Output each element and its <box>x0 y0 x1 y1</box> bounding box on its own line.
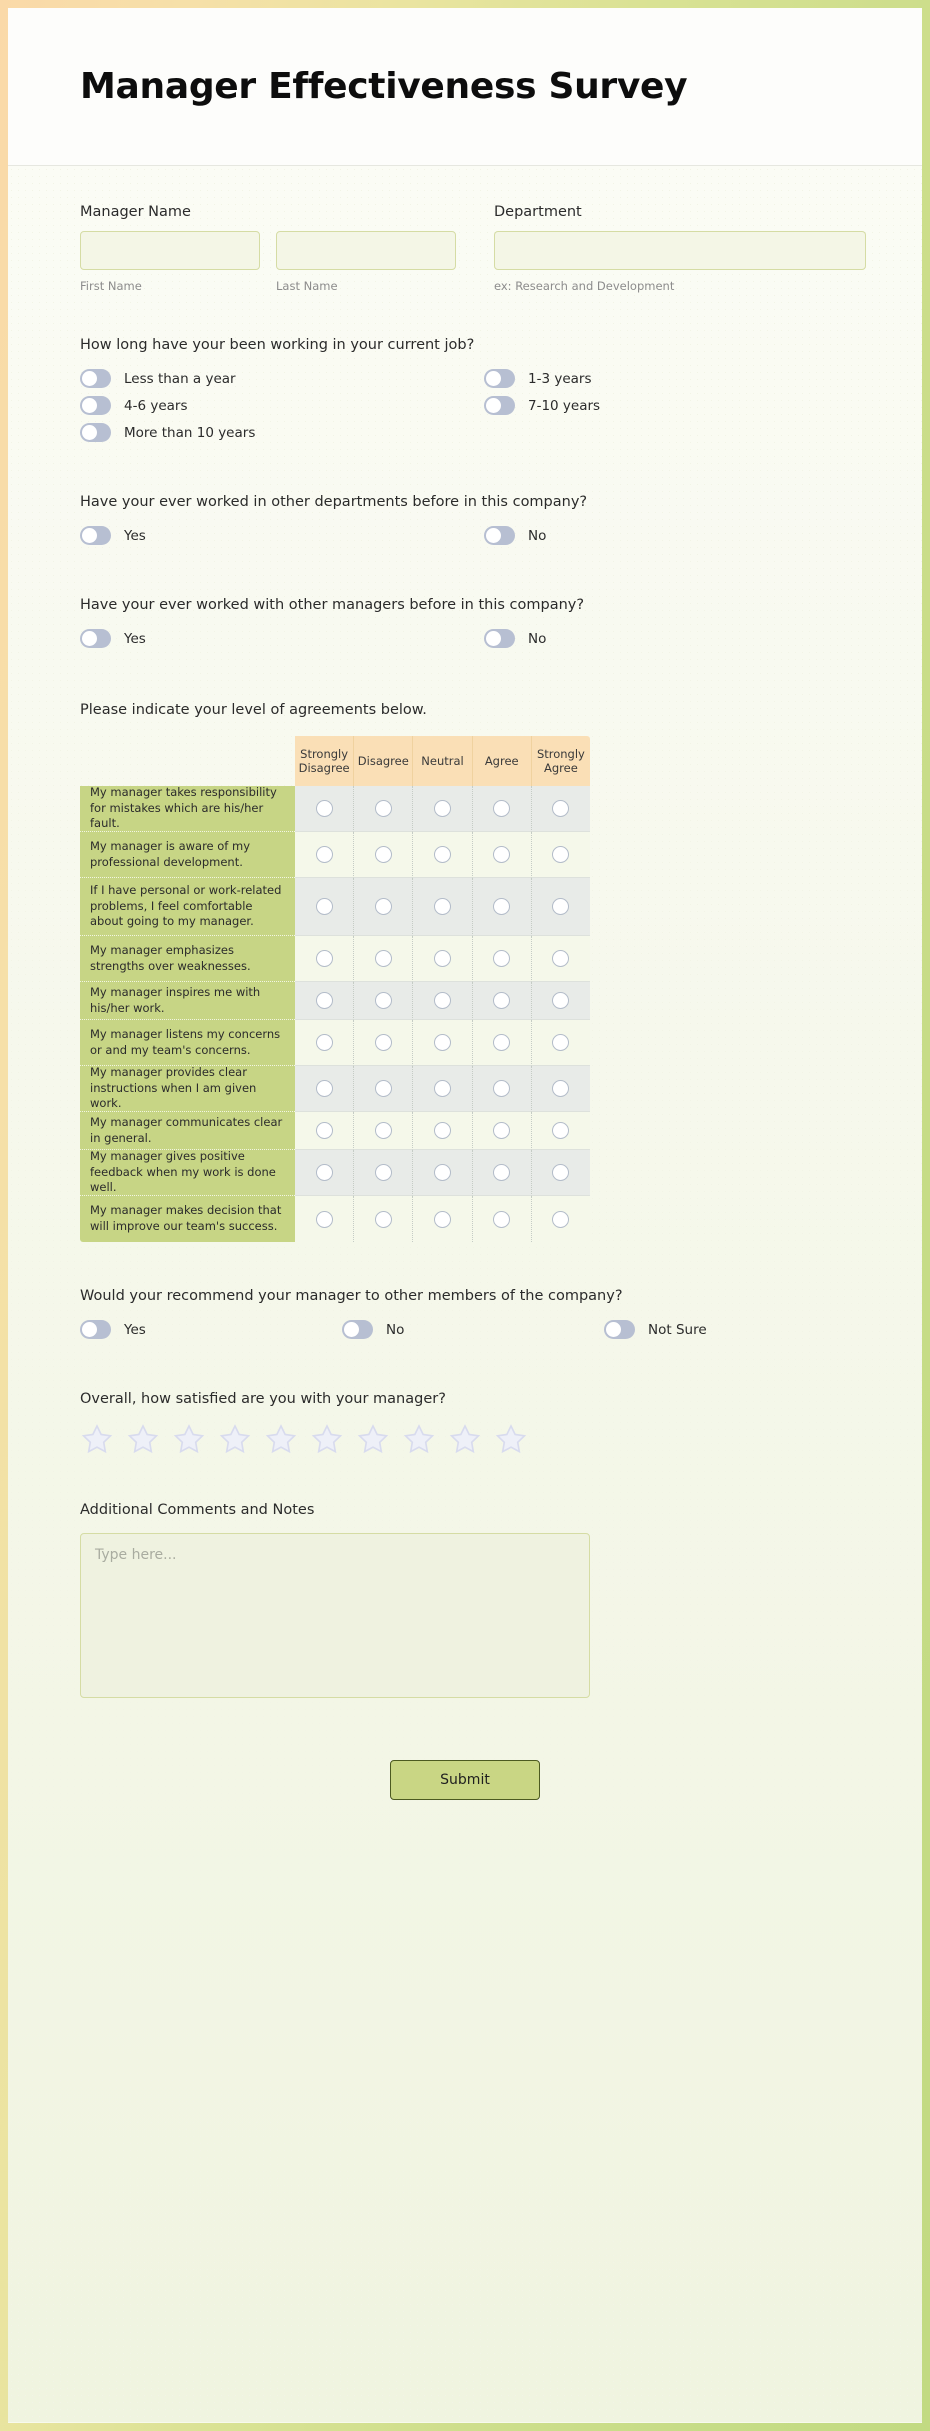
matrix-cell-5-1[interactable] <box>354 1020 413 1066</box>
matrix-row-4 <box>295 982 590 1020</box>
matrix-row-9 <box>295 1196 590 1242</box>
toggle-icon[interactable] <box>80 423 111 442</box>
question-tenure-options <box>80 369 850 450</box>
matrix-row-0 <box>295 786 590 832</box>
radio-button[interactable] <box>493 1164 510 1181</box>
matrix-cell-0-1[interactable] <box>354 786 413 832</box>
radio-button[interactable] <box>316 1211 333 1228</box>
matrix-columns <box>295 736 590 1242</box>
radio-button[interactable] <box>375 950 392 967</box>
matrix-cell-7-2[interactable] <box>413 1112 472 1150</box>
radio-button[interactable] <box>316 1034 333 1051</box>
radio-button[interactable] <box>375 846 392 863</box>
matrix-cell-4-2[interactable] <box>413 982 472 1020</box>
toggle-icon[interactable] <box>342 1320 373 1339</box>
matrix-header-cell-1: Disagree <box>354 736 413 786</box>
matrix-row-3 <box>295 936 590 982</box>
comments-textarea[interactable] <box>80 1533 590 1698</box>
matrix-row-8 <box>295 1150 590 1196</box>
radio-button[interactable] <box>316 1080 333 1097</box>
radio-button[interactable] <box>552 1122 569 1139</box>
radio-button[interactable] <box>434 898 451 915</box>
radio-button[interactable] <box>375 898 392 915</box>
tenure-option-1-label: 1-3 years <box>528 370 592 387</box>
radio-button[interactable] <box>375 1164 392 1181</box>
tenure-option-3-label: 7-10 years <box>528 397 601 414</box>
matrix-row-label-0: My manager takes responsibility for mistakes which are his/her fault. <box>80 786 295 832</box>
matrix-header-cell-3: Agree <box>473 736 532 786</box>
manager-name-group <box>80 204 456 293</box>
tenure-option-0[interactable] <box>80 369 484 388</box>
matrix-cell-9-2[interactable] <box>413 1196 472 1242</box>
matrix-cell-8-2[interactable] <box>413 1150 472 1196</box>
matrix-cell-7-0[interactable] <box>295 1112 354 1150</box>
radio-button[interactable] <box>493 992 510 1009</box>
matrix-header-cell-0: Strongly Disagree <box>295 736 354 786</box>
matrix-cell-2-2[interactable] <box>413 878 472 936</box>
submit-row <box>80 1760 850 1800</box>
question-other-managers-options <box>80 629 850 656</box>
matrix-cell-0-2[interactable] <box>413 786 472 832</box>
radio-button[interactable] <box>552 1080 569 1097</box>
agreement-matrix-prompt: Please indicate your level of agreements below. <box>80 702 427 718</box>
matrix-cell-3-0[interactable] <box>295 936 354 982</box>
matrix-cell-2-1[interactable] <box>354 878 413 936</box>
recommend-yes-label: Yes <box>124 1321 146 1338</box>
matrix-row-label-9: My manager makes decision that will improve our team's success. <box>80 1196 295 1242</box>
radio-button[interactable] <box>493 800 510 817</box>
radio-button[interactable] <box>493 1080 510 1097</box>
tenure-option-2-label: 4-6 years <box>124 397 188 414</box>
question-other-managers-text: Have your ever worked with other managers before in this company? <box>80 597 585 613</box>
toggle-icon[interactable] <box>80 1320 111 1339</box>
matrix-row-1 <box>295 832 590 878</box>
page-title: Manager Effectiveness Survey <box>80 66 688 107</box>
tenure-option-1[interactable] <box>484 369 850 388</box>
radio-button[interactable] <box>493 1034 510 1051</box>
radio-button[interactable] <box>434 800 451 817</box>
matrix-row-label-1: My manager is aware of my professional development. <box>80 832 295 878</box>
matrix-cell-4-3[interactable] <box>473 982 532 1020</box>
question-other-departments-text: Have your ever worked in other departments before in this company? <box>80 494 588 510</box>
matrix-cell-0-4[interactable] <box>532 786 590 832</box>
star-icon-10[interactable] <box>494 1423 528 1456</box>
question-recommend-text: Would your recommend your manager to other members of the company? <box>80 1288 623 1304</box>
toggle-icon[interactable] <box>484 396 515 415</box>
other-managers-option-yes[interactable] <box>80 629 484 648</box>
matrix-cell-4-0[interactable] <box>295 982 354 1020</box>
other-departments-option-yes[interactable] <box>80 526 484 545</box>
recommend-no-label: No <box>386 1321 405 1338</box>
matrix-cell-9-3[interactable] <box>473 1196 532 1242</box>
other-managers-option-no[interactable] <box>484 629 850 648</box>
matrix-header-cell-2: Neutral <box>413 736 472 786</box>
matrix-cell-3-1[interactable] <box>354 936 413 982</box>
matrix-cell-0-0[interactable] <box>295 786 354 832</box>
star-icon-5[interactable] <box>264 1423 298 1456</box>
question-satisfaction-text: Overall, how satisfied are you with your manager? <box>80 1391 446 1407</box>
radio-button[interactable] <box>375 1122 392 1139</box>
radio-button[interactable] <box>493 1122 510 1139</box>
matrix-corner-spacer <box>80 736 295 786</box>
comments-section <box>80 1502 850 1702</box>
department-group <box>494 204 866 293</box>
question-satisfaction <box>80 1391 850 1456</box>
matrix-header-row <box>295 736 590 786</box>
matrix-cell-6-0[interactable] <box>295 1066 354 1112</box>
radio-button[interactable] <box>552 1034 569 1051</box>
agreement-matrix-section <box>80 702 850 1242</box>
star-icon-3[interactable] <box>172 1423 206 1456</box>
radio-button[interactable] <box>434 992 451 1009</box>
question-tenure <box>80 337 850 450</box>
radio-button[interactable] <box>493 950 510 967</box>
toggle-icon[interactable] <box>484 526 515 545</box>
matrix-row-label-8: My manager gives positive feedback when my work is done well. <box>80 1150 295 1196</box>
matrix-cell-2-3[interactable] <box>473 878 532 936</box>
radio-button[interactable] <box>434 1122 451 1139</box>
radio-button[interactable] <box>434 1034 451 1051</box>
toggle-icon[interactable] <box>80 396 111 415</box>
radio-button[interactable] <box>493 846 510 863</box>
matrix-row-6 <box>295 1066 590 1112</box>
matrix-cell-0-3[interactable] <box>473 786 532 832</box>
recommend-option-not-sure[interactable] <box>604 1320 850 1339</box>
matrix-cell-7-1[interactable] <box>354 1112 413 1150</box>
matrix-cell-8-1[interactable] <box>354 1150 413 1196</box>
radio-button[interactable] <box>375 1034 392 1051</box>
first-name-input[interactable] <box>80 231 260 270</box>
tenure-option-4[interactable] <box>80 423 484 442</box>
radio-button[interactable] <box>434 1211 451 1228</box>
question-tenure-text: How long have your been working in your current job? <box>80 337 475 353</box>
radio-button[interactable] <box>552 898 569 915</box>
question-other-managers <box>80 597 850 656</box>
matrix-row-label-7: My manager communicates clear in general. <box>80 1112 295 1150</box>
matrix-row-label-6: My manager provides clear instructions when I am given work. <box>80 1066 295 1112</box>
matrix-cell-4-4[interactable] <box>532 982 590 1020</box>
last-name-input[interactable] <box>276 231 456 270</box>
matrix-cell-2-4[interactable] <box>532 878 590 936</box>
recommend-option-no[interactable] <box>342 1320 604 1339</box>
matrix-header-cell-4: Strongly Agree <box>532 736 590 786</box>
question-other-departments <box>80 494 850 553</box>
radio-button[interactable] <box>434 1080 451 1097</box>
matrix-cell-8-0[interactable] <box>295 1150 354 1196</box>
radio-button[interactable] <box>375 1080 392 1097</box>
matrix-cell-6-1[interactable] <box>354 1066 413 1112</box>
matrix-cell-7-3[interactable] <box>473 1112 532 1150</box>
matrix-row-5 <box>295 1020 590 1066</box>
matrix-cell-6-2[interactable] <box>413 1066 472 1112</box>
comments-label: Additional Comments and Notes <box>80 1502 315 1518</box>
radio-button[interactable] <box>493 1211 510 1228</box>
toggle-icon[interactable] <box>80 629 111 648</box>
submit-button[interactable]: Submit <box>390 1760 540 1800</box>
matrix-cell-9-0[interactable] <box>295 1196 354 1242</box>
matrix-cell-6-3[interactable] <box>473 1066 532 1112</box>
radio-button[interactable] <box>375 1211 392 1228</box>
matrix-cell-5-3[interactable] <box>473 1020 532 1066</box>
radio-button[interactable] <box>552 800 569 817</box>
agreement-matrix <box>80 736 590 1242</box>
matrix-cell-5-2[interactable] <box>413 1020 472 1066</box>
radio-button[interactable] <box>316 992 333 1009</box>
last-name-hint: Last Name <box>276 279 338 293</box>
matrix-row-label-2: If I have personal or work-related problems, I feel comfortable about going to my manager. <box>80 878 295 936</box>
other-departments-option-no[interactable] <box>484 526 850 545</box>
matrix-cell-3-4[interactable] <box>532 936 590 982</box>
radio-button[interactable] <box>375 800 392 817</box>
radio-button[interactable] <box>316 1122 333 1139</box>
question-recommend-options <box>80 1320 850 1347</box>
matrix-cell-1-4[interactable] <box>532 832 590 878</box>
matrix-cell-7-4[interactable] <box>532 1112 590 1150</box>
other-departments-yes-label: Yes <box>124 527 146 544</box>
radio-button[interactable] <box>552 992 569 1009</box>
matrix-cell-6-4[interactable] <box>532 1066 590 1112</box>
radio-button[interactable] <box>316 846 333 863</box>
radio-button[interactable] <box>552 950 569 967</box>
radio-button[interactable] <box>434 1164 451 1181</box>
matrix-cell-4-1[interactable] <box>354 982 413 1020</box>
tenure-option-2[interactable] <box>80 396 484 415</box>
star-rating[interactable] <box>80 1423 850 1456</box>
identity-section <box>80 166 850 293</box>
matrix-cell-3-3[interactable] <box>473 936 532 982</box>
matrix-cell-1-0[interactable] <box>295 832 354 878</box>
other-departments-no-label: No <box>528 527 547 544</box>
recommend-option-yes[interactable] <box>80 1320 342 1339</box>
matrix-cell-2-0[interactable] <box>295 878 354 936</box>
matrix-row-label-4: My manager inspires me with his/her work. <box>80 982 295 1020</box>
toggle-icon[interactable] <box>80 526 111 545</box>
matrix-row-label-5: My manager listens my concerns or and my team's concerns. <box>80 1020 295 1066</box>
radio-button[interactable] <box>434 846 451 863</box>
survey-page <box>8 8 922 2423</box>
tenure-option-0-label: Less than a year <box>124 370 236 387</box>
first-name-hint: First Name <box>80 279 142 293</box>
department-hint: ex: Research and Development <box>494 279 675 293</box>
toggle-icon[interactable] <box>484 369 515 388</box>
radio-button[interactable] <box>316 950 333 967</box>
star-icon-4[interactable] <box>218 1423 252 1456</box>
matrix-cell-8-3[interactable] <box>473 1150 532 1196</box>
tenure-option-3[interactable] <box>484 396 850 415</box>
star-icon-2[interactable] <box>126 1423 160 1456</box>
toggle-icon[interactable] <box>484 629 515 648</box>
matrix-cell-8-4[interactable] <box>532 1150 590 1196</box>
toggle-icon[interactable] <box>80 369 111 388</box>
tenure-option-4-label: More than 10 years <box>124 424 256 441</box>
radio-button[interactable] <box>316 1164 333 1181</box>
star-icon-1[interactable] <box>80 1423 114 1456</box>
manager-name-label: Manager Name <box>80 204 191 220</box>
recommend-not-sure-label: Not Sure <box>648 1321 707 1338</box>
matrix-cell-1-3[interactable] <box>473 832 532 878</box>
other-managers-no-label: No <box>528 630 547 647</box>
matrix-cell-1-1[interactable] <box>354 832 413 878</box>
form-body <box>8 166 922 2422</box>
matrix-row-7 <box>295 1112 590 1150</box>
matrix-cell-1-2[interactable] <box>413 832 472 878</box>
star-icon-8[interactable] <box>402 1423 436 1456</box>
radio-button[interactable] <box>434 950 451 967</box>
star-icon-7[interactable] <box>356 1423 390 1456</box>
matrix-cell-5-4[interactable] <box>532 1020 590 1066</box>
matrix-cell-3-2[interactable] <box>413 936 472 982</box>
star-icon-9[interactable] <box>448 1423 482 1456</box>
star-icon-6[interactable] <box>310 1423 344 1456</box>
matrix-cell-5-0[interactable] <box>295 1020 354 1066</box>
radio-button[interactable] <box>375 992 392 1009</box>
question-other-departments-options <box>80 526 850 553</box>
radio-button[interactable] <box>552 1164 569 1181</box>
matrix-cell-9-1[interactable] <box>354 1196 413 1242</box>
matrix-cell-9-4[interactable] <box>532 1196 590 1242</box>
matrix-row-2 <box>295 878 590 936</box>
radio-button[interactable] <box>316 898 333 915</box>
department-label: Department <box>494 204 582 220</box>
radio-button[interactable] <box>552 846 569 863</box>
radio-button[interactable] <box>552 1211 569 1228</box>
department-input[interactable] <box>494 231 866 270</box>
other-managers-yes-label: Yes <box>124 630 146 647</box>
radio-button[interactable] <box>316 800 333 817</box>
matrix-row-labels <box>80 736 295 1242</box>
radio-button[interactable] <box>493 898 510 915</box>
question-recommend <box>80 1288 850 1347</box>
toggle-icon[interactable] <box>604 1320 635 1339</box>
page-header <box>8 8 922 166</box>
matrix-row-label-3: My manager emphasizes strengths over weaknesses. <box>80 936 295 982</box>
